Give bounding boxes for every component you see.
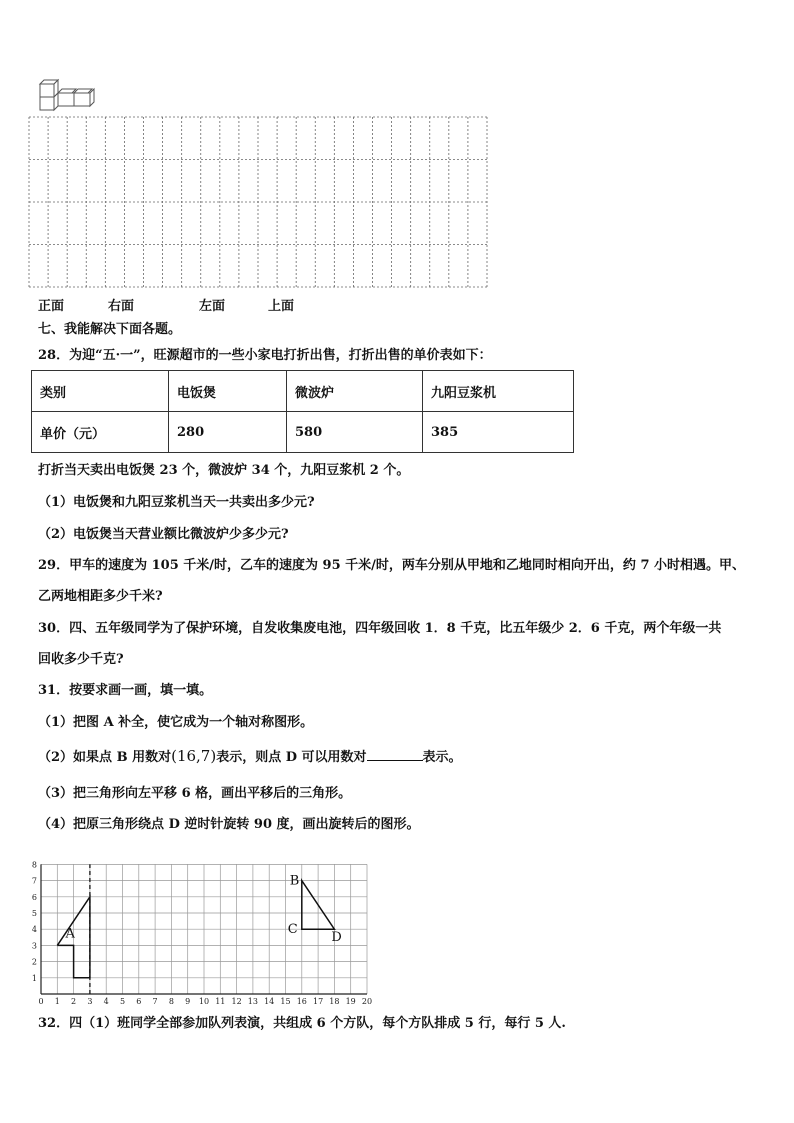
- table-cell: 280: [169, 412, 287, 453]
- x-tick-label: 11: [215, 997, 226, 1006]
- q30-line1: 30．四、五年级同学为了保护环境，自发收集废电池，四年级回收 1．8 千克，比五年级少 2．6 千克，两个年级一共: [38, 621, 722, 636]
- x-tick-label: 7: [152, 997, 158, 1006]
- view-label-top: 上面: [268, 299, 295, 314]
- view-label-front: 正面: [38, 299, 65, 314]
- x-tick-label: 8: [168, 997, 174, 1006]
- table-header-cell: 九阳豆浆机: [423, 371, 574, 412]
- x-tick-label: 5: [119, 997, 126, 1006]
- q30-line2: 回收多少千克?: [38, 652, 124, 667]
- q31-sub2-pre: （2）如果点 B 用数对: [38, 750, 172, 765]
- answer-blank[interactable]: [367, 748, 423, 761]
- q31-sub2: [38, 748, 462, 766]
- x-tick-label: 16: [296, 997, 307, 1006]
- coordinate-grid-chart: [30, 848, 390, 1006]
- x-tick-label: 13: [247, 997, 258, 1006]
- q29-line1: 29．甲车的速度为 105 千米/时，乙车的速度为 95 千米/时，两车分别从甲地和乙地同时相向开出，约 7 小时相遇。甲、: [38, 558, 746, 573]
- q31-stem: 31．按要求画一画，填一填。: [38, 683, 213, 698]
- table-header-cell: 微波炉: [287, 371, 423, 412]
- view-label-right: 右面: [108, 299, 135, 314]
- price-table: [31, 370, 574, 453]
- y-tick-label: 2: [31, 957, 37, 967]
- q31-sub2-mid: 表示，则点 D 可以用数对: [216, 750, 367, 765]
- y-tick-label: 6: [31, 892, 37, 902]
- x-tick-label: 6: [136, 997, 142, 1006]
- q31-sub3: （3）把三角形向左平移 6 格，画出平移后的三角形。: [38, 786, 352, 801]
- table-cell: 580: [287, 412, 423, 453]
- table-cell: 385: [423, 412, 574, 453]
- q28-info: 打折当天卖出电饭煲 23 个，微波炉 34 个，九阳豆浆机 2 个。: [38, 463, 410, 478]
- x-tick-label: 14: [264, 997, 275, 1006]
- x-tick-label: 10: [198, 997, 210, 1006]
- x-tick-label: 0: [38, 997, 44, 1006]
- vertex-label: B: [289, 873, 300, 889]
- section-heading: 七、我能解决下面各题。: [38, 322, 182, 337]
- table-row: [32, 371, 574, 412]
- q28-stem: 28．为迎“五·一”，旺源超市的一些小家电打折出售，打折出售的单价表如下：: [38, 348, 492, 363]
- x-tick-label: 17: [313, 997, 324, 1006]
- x-tick-label: 4: [103, 997, 109, 1006]
- x-tick-label: 20: [361, 997, 373, 1006]
- drawing-grid: [28, 116, 488, 288]
- vertex-label: D: [331, 930, 342, 946]
- q29-line2: 乙两地相距多少千米?: [38, 589, 163, 604]
- y-tick-label: 3: [31, 941, 37, 951]
- x-tick-label: 18: [329, 997, 340, 1006]
- x-tick-label: 15: [280, 997, 291, 1006]
- vertex-label: C: [287, 922, 298, 938]
- x-tick-label: 3: [87, 997, 93, 1006]
- x-tick-label: 19: [345, 997, 356, 1006]
- y-tick-label: 7: [31, 876, 37, 886]
- y-tick-label: 1: [31, 973, 37, 983]
- q28-sub2: （2）电饭煲当天营业额比微波炉少多少元?: [38, 527, 289, 542]
- q28-sub1: （1）电饭煲和九阳豆浆机当天一共卖出多少元?: [38, 495, 315, 510]
- table-header-cell: 类别: [32, 371, 169, 412]
- q31-sub4: （4）把原三角形绕点 D 逆时针旋转 90 度，画出旋转后的图形。: [38, 817, 420, 832]
- y-tick-label: 8: [31, 860, 37, 870]
- table-header-cell: 电饭煲: [169, 371, 287, 412]
- figure-a-label: A: [65, 926, 75, 942]
- x-tick-label: 2: [71, 997, 77, 1006]
- q32-line1: 32．四（1）班同学全部参加队列表演，共组成 6 个方队，每个方队排成 5 行，每行 5 人.: [38, 1016, 566, 1031]
- q31-sub2-post: 表示。: [422, 750, 462, 765]
- x-tick-label: 1: [54, 997, 60, 1006]
- x-tick-label: 9: [185, 997, 191, 1006]
- q31-sub1: （1）把图 A 补全，使它成为一个轴对称图形。: [38, 715, 314, 730]
- view-label-left: 左面: [199, 299, 226, 314]
- table-row: [32, 412, 574, 453]
- y-tick-label: 4: [31, 925, 37, 935]
- coordinate-pair: (16,7): [171, 747, 217, 765]
- table-row-label: 单价（元）: [32, 412, 169, 453]
- y-tick-label: 5: [31, 909, 37, 918]
- x-tick-label: 12: [231, 997, 242, 1006]
- cube-stack-figure: [38, 78, 98, 116]
